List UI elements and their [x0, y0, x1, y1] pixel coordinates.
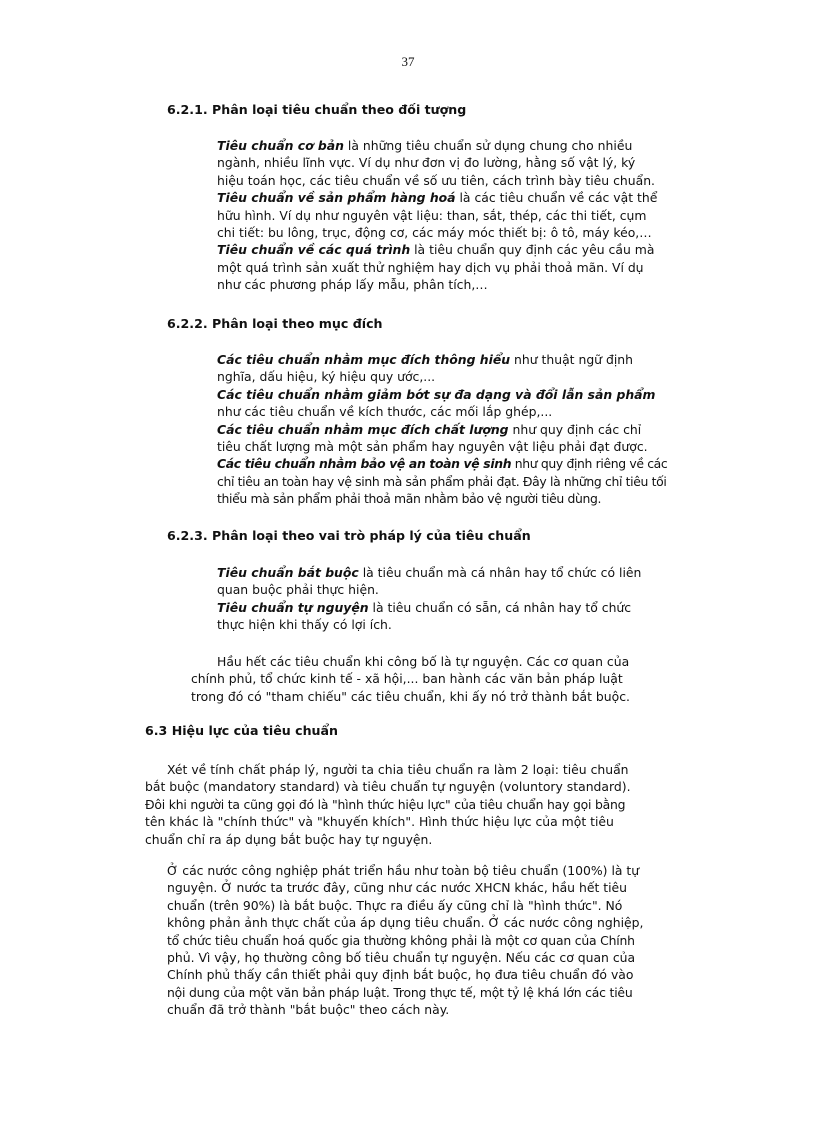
paragraph-line: chuẩn (trên 90%) là bắt buộc. Thực ra điều ấy cũng chỉ là "hình thức". Nó [167, 897, 623, 913]
paragraph-line: Hầu hết các tiêu chuẩn khi công bố là tự nguyện. Các cơ quan của [217, 654, 630, 669]
item-line: một quá trình sản xuất thử nghiệm hay dịch vụ phải thoả mãn. Ví dụ [217, 259, 644, 275]
item-line: thực hiện khi thấy có lợi ích. [217, 617, 392, 633]
paragraph-line: Đôi khi người ta cũng gọi đó là "hình thức hiệu lực" của tiêu chuẩn hay gọi bằng [145, 796, 626, 812]
item-line: chi tiết: bu lông, trục, động cơ, các máy móc thiết bị: ô tô, máy kéo,… [217, 225, 652, 241]
item-text: là các tiêu chuẩn về các vật thể [455, 190, 658, 206]
page-number: 37 [401, 54, 415, 69]
item-line [217, 189, 697, 206]
paragraph-line: phủ. Vì vậy, họ thường công bố tiêu chuẩn tự nguyện. Nếu các cơ quan của [167, 950, 636, 966]
item-text: là tiêu chuẩn có sẵn, cá nhân hay tổ chức [368, 599, 632, 615]
paragraph-line: Xét về tính chất pháp lý, người ta chia tiêu chuẩn ra làm 2 loại: tiêu chuẩn [167, 762, 629, 777]
term: Các tiêu chuẩn nhằm mục đích chất lượng [217, 421, 509, 437]
item-text: như thuật ngữ định [510, 352, 633, 367]
term: Tiêu chuẩn bắt buộc [217, 565, 359, 580]
paragraph-line: chính phủ, tổ chức kinh tế - xã hội,... ban hành các văn bản pháp luật [191, 671, 623, 687]
paragraph-line: Chính phủ thấy cần thiết phải quy định bắt buộc, họ đưa tiêu chuẩn đó vào [167, 967, 634, 983]
item-line: quan buộc phải thực hiện. [217, 582, 379, 598]
item-line: tiêu chất lượng mà một sản phẩm hay nguyên vật liệu phải đạt được. [217, 439, 648, 455]
paragraph-line: chuẩn đã trở thành "bắt buộc" theo cách này. [167, 1002, 450, 1018]
section-6-2-1-body [217, 137, 697, 294]
paragraph-line: nguyện. Ở nước ta trước đây, cũng như các nước XHCN khác, hầu hết tiêu [167, 880, 628, 896]
term: Tiêu chuẩn cơ bản [217, 138, 344, 153]
section-heading-6-2-3: 6.2.3. Phân loại theo vai trò pháp lý của tiêu chuẩn [167, 528, 531, 543]
item-line: hữu hình. Ví dụ như nguyên vật liệu: than, sắt, thép, các thi tiết, cụm [217, 207, 647, 223]
paragraph-line: nội dung của một văn bản pháp luật. Trong thực tế, một tỷ lệ khá lớn các tiêu [167, 984, 633, 1000]
item-line: như các tiêu chuẩn về kích thước, các mối lắp ghép,... [217, 404, 553, 420]
section-6-3-paragraph-2 [167, 862, 697, 1019]
item-text: là những tiêu chuẩn sử dụng chung cho nhiều [343, 138, 633, 153]
item-line: chỉ tiêu an toàn hay vệ sinh mà sản phẩm phải đạt. Đây là những chỉ tiêu tối [217, 473, 667, 489]
section-6-2-3-body [217, 564, 697, 634]
paragraph-line: Ở các nước công nghiệp phát triển hầu như toàn bộ tiêu chuẩn (100%) là tự [167, 863, 640, 878]
item-line: nghĩa, dấu hiệu, ký hiệu quy ước,... [217, 369, 436, 385]
item-text: như quy định các chỉ [508, 421, 642, 437]
section-6-2-2-body [217, 351, 697, 508]
item-line: thiểu mà sản phẩm phải thoả mãn nhằm bảo vệ người tiêu dùng. [217, 491, 602, 507]
item-text: là tiêu chuẩn mà cá nhân hay tổ chức có liên [358, 565, 642, 580]
term: Các tiêu chuẩn nhằm mục đích thông hiểu [217, 352, 511, 367]
section-heading-6-3: 6.3 Hiệu lực của tiêu chuẩn [145, 723, 338, 738]
paragraph-line: chuẩn chỉ ra áp dụng bắt buộc hay tự nguyện. [145, 831, 433, 847]
section-6-3-paragraph-1 [145, 761, 697, 848]
section-heading-6-2-2: 6.2.2. Phân loại theo mục đích [167, 316, 383, 331]
item-line: như các phương pháp lấy mẫu, phân tích,… [217, 277, 488, 293]
term: Tiêu chuẩn về các quá trình [217, 242, 411, 258]
item-line: hiệu toán học, các tiêu chuẩn về số ưu tiên, cách trình bày tiêu chuẩn. [217, 172, 655, 188]
term: Các tiêu chuẩn nhằm bảo vệ an toàn vệ sinh [217, 456, 512, 472]
item-line: ngành, nhiều lĩnh vực. Ví dụ như đơn vị đo lường, hằng số vật lý, ký [217, 155, 636, 171]
term: Tiêu chuẩn tự nguyện [217, 599, 369, 615]
section-heading-6-2-1: 6.2.1. Phân loại tiêu chuẩn theo đối tượng [167, 102, 467, 117]
paragraph-line: không phản ảnh thực chất của áp dụng tiêu chuẩn. Ở các nước công nghiệp, [167, 915, 644, 931]
term: Tiêu chuẩn về sản phẩm hàng hoá [217, 190, 456, 206]
paragraph-line: tên khác là "chính thức" và "khuyến khích". Hình thức hiệu lực của một tiêu [145, 814, 614, 830]
paragraph-line: bắt buộc (mandatory standard) và tiêu chuẩn tự nguyện (voluntory standard). [145, 779, 631, 795]
item-line [217, 241, 697, 258]
paragraph-line: trong đó có "tham chiếu" các tiêu chuẩn, khi ấy nó trở thành bắt buộc. [191, 688, 630, 704]
paragraph-line: tổ chức tiêu chuẩn hoá quốc gia thường không phải là một cơ quan của Chính [167, 932, 635, 948]
section-6-2-3-paragraph [191, 653, 697, 705]
item-text: là tiêu chuẩn quy định các yêu cầu mà [410, 242, 655, 258]
term: Các tiêu chuẩn nhằm giảm bớt sự đa dạng và đổi lẫn sản phẩm [217, 386, 656, 402]
item-line [217, 137, 697, 154]
item-text: như quy định riêng về các [511, 456, 668, 472]
